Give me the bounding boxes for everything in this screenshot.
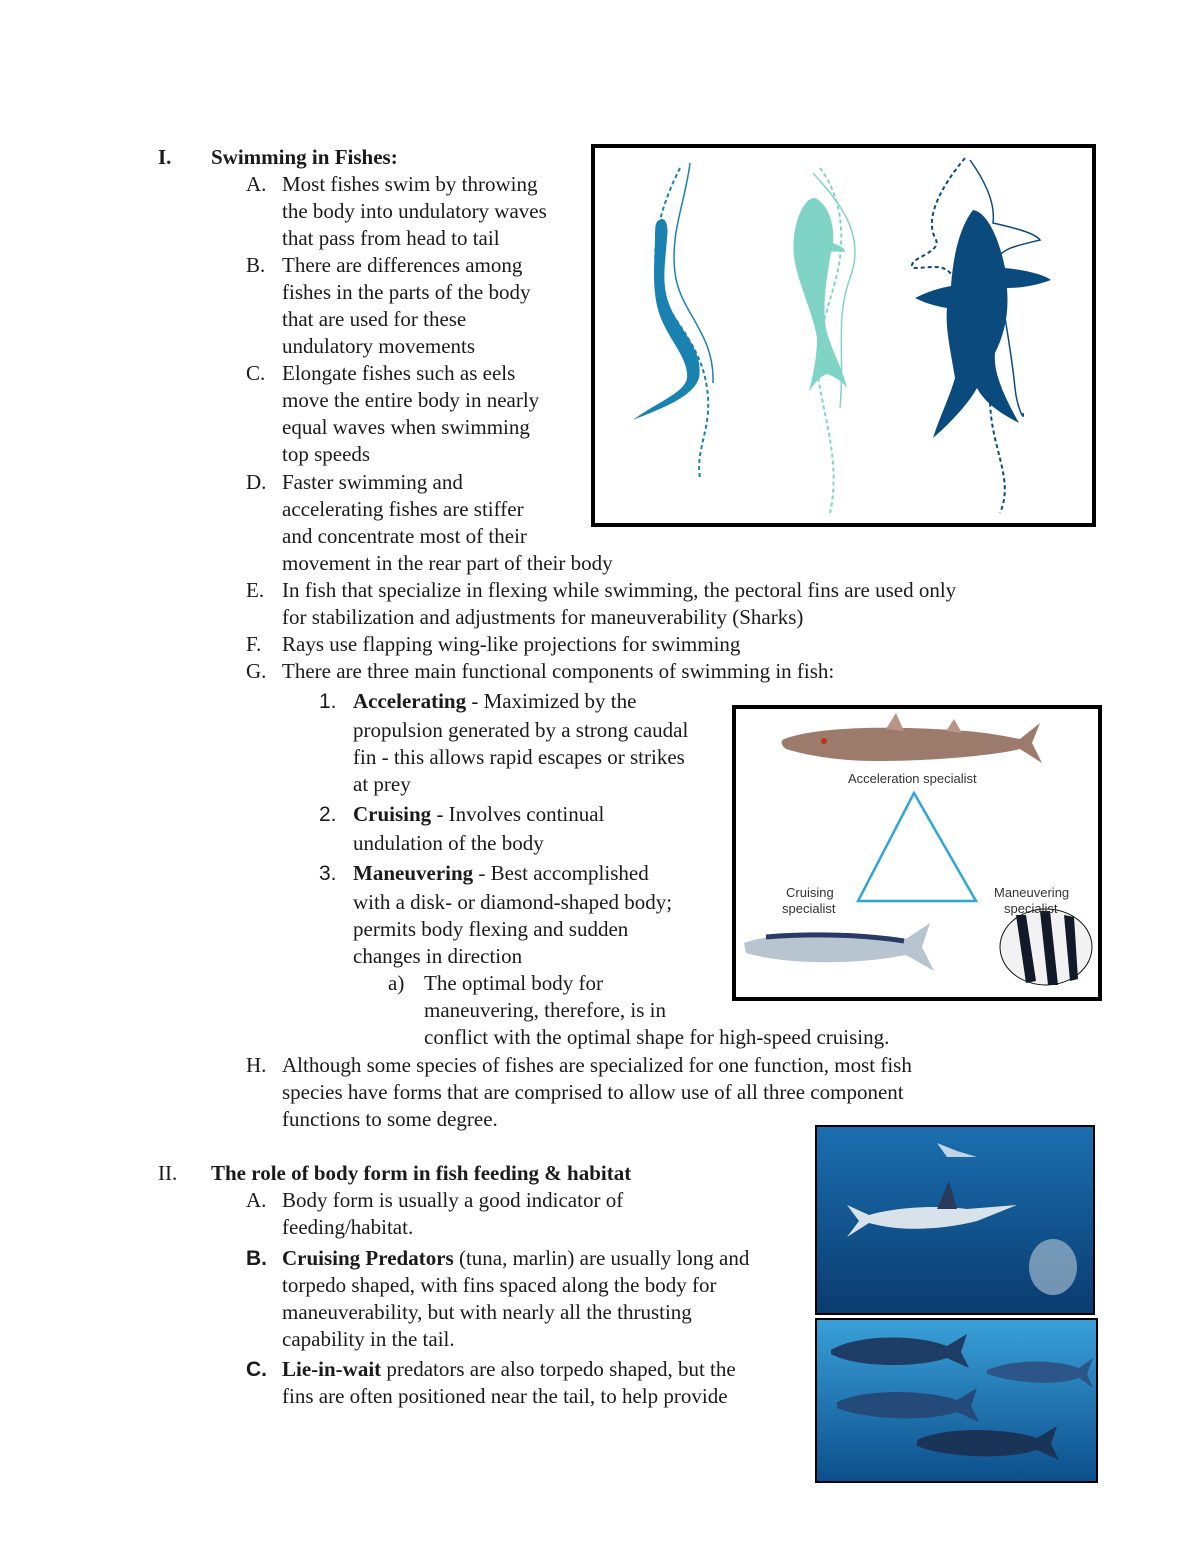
list-item-text: Body form is usually a good indicator of [282, 1188, 624, 1212]
list-item-text: movement in the rear part of their body [282, 551, 613, 575]
list-marker: E. [246, 578, 265, 602]
list-item-text: species have forms that are comprised to allow use of all three component [282, 1080, 904, 1104]
list-item-text: undulatory movements [282, 334, 476, 358]
tuna-photo [815, 1318, 1098, 1483]
sub-text: conflict with the optimal shape for high-speed cruising. [424, 1025, 890, 1049]
list-item-text: fishes in the parts of the body [282, 280, 531, 304]
list-item-text: and concentrate most of their [282, 524, 527, 548]
swimming-modes-illustration [595, 148, 1092, 523]
component-term: Cruising [353, 802, 432, 826]
tuna-2 [837, 1388, 979, 1422]
barracuda-image [782, 723, 1042, 763]
list-item-text: accelerating fishes are stiffer [282, 497, 524, 521]
marlin-body [847, 1205, 1017, 1237]
list-item-text: Faster swimming and [282, 470, 463, 494]
component-text: permits body flexing and sudden [353, 917, 629, 941]
component-marker: 2. [319, 803, 337, 826]
marlin-dorsal-fin [937, 1181, 957, 1209]
list-marker: F. [246, 632, 262, 656]
specialist-triangle-diagram [736, 709, 1098, 997]
maneuvering-label-2: specialist [1004, 901, 1058, 916]
list-item-text: predators are also torpedo shaped, but the [381, 1357, 736, 1381]
list-marker: A. [246, 172, 267, 196]
tuna-4 [987, 1358, 1093, 1388]
list-item-text: Although some species of fishes are specialized for one function, most fish [282, 1053, 912, 1077]
acceleration-label: Acceleration specialist [848, 771, 977, 786]
component-text: fin - this allows rapid escapes or strikes [353, 745, 685, 769]
section-heading: The role of body form in fish feeding & habitat [211, 1161, 632, 1185]
component-text: changes in direction [353, 944, 523, 968]
component-line [353, 688, 636, 715]
component-marker: 3. [319, 862, 337, 885]
list-marker: C. [246, 361, 266, 385]
shark-silhouette [915, 210, 1051, 438]
list-item-text: There are three main functional components of swimming in fish: [282, 659, 835, 683]
list-marker: C. [246, 1358, 267, 1381]
section-numeral: I. [158, 145, 172, 169]
list-marker: H. [246, 1053, 267, 1077]
list-item-text: top speeds [282, 442, 371, 466]
list-item-text: There are differences among [282, 253, 523, 277]
list-item-text: functions to some degree. [282, 1107, 498, 1131]
sub-text: maneuvering, therefore, is in [424, 998, 666, 1022]
list-marker: D. [246, 470, 267, 494]
tuna-1 [831, 1334, 969, 1368]
list-item-text: Elongate fishes such as eels [282, 361, 516, 385]
list-item-text: feeding/habitat. [282, 1215, 414, 1239]
component-line [353, 860, 649, 887]
eel-silhouette [633, 219, 700, 420]
maneuvering-label-1: Maneuvering [994, 885, 1070, 900]
tuna-illustration [817, 1320, 1096, 1481]
component-text: with a disk- or diamond-shaped body; [353, 890, 673, 914]
component-text: undulation of the body [353, 831, 544, 855]
specialist-triangle-figure [732, 705, 1102, 1001]
list-item-term: Cruising Predators [282, 1246, 454, 1270]
list-item-text: the body into undulatory waves [282, 199, 547, 223]
list-item-text: that pass from head to tail [282, 226, 500, 250]
distant-marlin [937, 1143, 977, 1157]
cruising-label-2: specialist [782, 901, 836, 916]
component-text: at prey [353, 772, 411, 796]
tuna-3 [917, 1426, 1059, 1460]
list-marker: G. [246, 659, 267, 683]
list-item-text: Most fishes swim by throwing [282, 172, 538, 196]
baitfish-school [1029, 1239, 1077, 1295]
specialist-triangle [858, 793, 976, 901]
list-item-text: capability in the tail. [282, 1327, 455, 1351]
list-item-text: equal waves when swimming [282, 415, 530, 439]
list-item-line [282, 1245, 749, 1272]
swimming-modes-figure [591, 144, 1096, 527]
section-numeral: II. [158, 1161, 178, 1185]
list-item-term: Lie-in-wait [282, 1357, 382, 1381]
section-heading: Swimming in Fishes: [211, 145, 398, 169]
cruiser-silhouette [793, 198, 847, 392]
list-item-text: Rays use flapping wing-like projections for swimming [282, 632, 741, 656]
component-term: Maneuvering [353, 861, 474, 885]
component-text: propulsion generated by a strong caudal [353, 718, 689, 742]
list-item-text: torpedo shaped, with fins spaced along the body for [282, 1273, 717, 1297]
sub-text: The optimal body for [424, 971, 604, 995]
marlin-photo [815, 1125, 1095, 1315]
marlin-illustration [817, 1127, 1093, 1313]
list-item-text: that are used for these [282, 307, 467, 331]
component-text: - Best accomplished [473, 861, 649, 885]
list-marker: B. [246, 253, 266, 277]
list-marker: B. [246, 1247, 267, 1270]
barracuda-eye [821, 738, 827, 744]
component-term: Accelerating [353, 689, 467, 713]
component-line [353, 801, 604, 828]
list-item-text: for stabilization and adjustments for maneuverability (Sharks) [282, 605, 804, 629]
sub-marker: a) [388, 971, 405, 995]
list-marker: A. [246, 1188, 267, 1212]
list-item-text: move the entire body in nearly [282, 388, 540, 412]
list-item-text: (tuna, marlin) are usually long and [453, 1246, 750, 1270]
component-marker: 1. [319, 690, 337, 713]
list-item-text: maneuverability, but with nearly all the thrusting [282, 1300, 692, 1324]
mackerel-image [744, 923, 934, 971]
list-item-text: fins are often positioned near the tail, to help provide [282, 1384, 728, 1408]
component-text: - Maximized by the [466, 689, 637, 713]
cruising-label-1: Cruising [786, 885, 834, 900]
component-text: - Involves continual [431, 802, 605, 826]
list-item-line [282, 1356, 736, 1383]
list-item-text: In fish that specialize in flexing while swimming, the pectoral fins are used only [282, 578, 957, 602]
